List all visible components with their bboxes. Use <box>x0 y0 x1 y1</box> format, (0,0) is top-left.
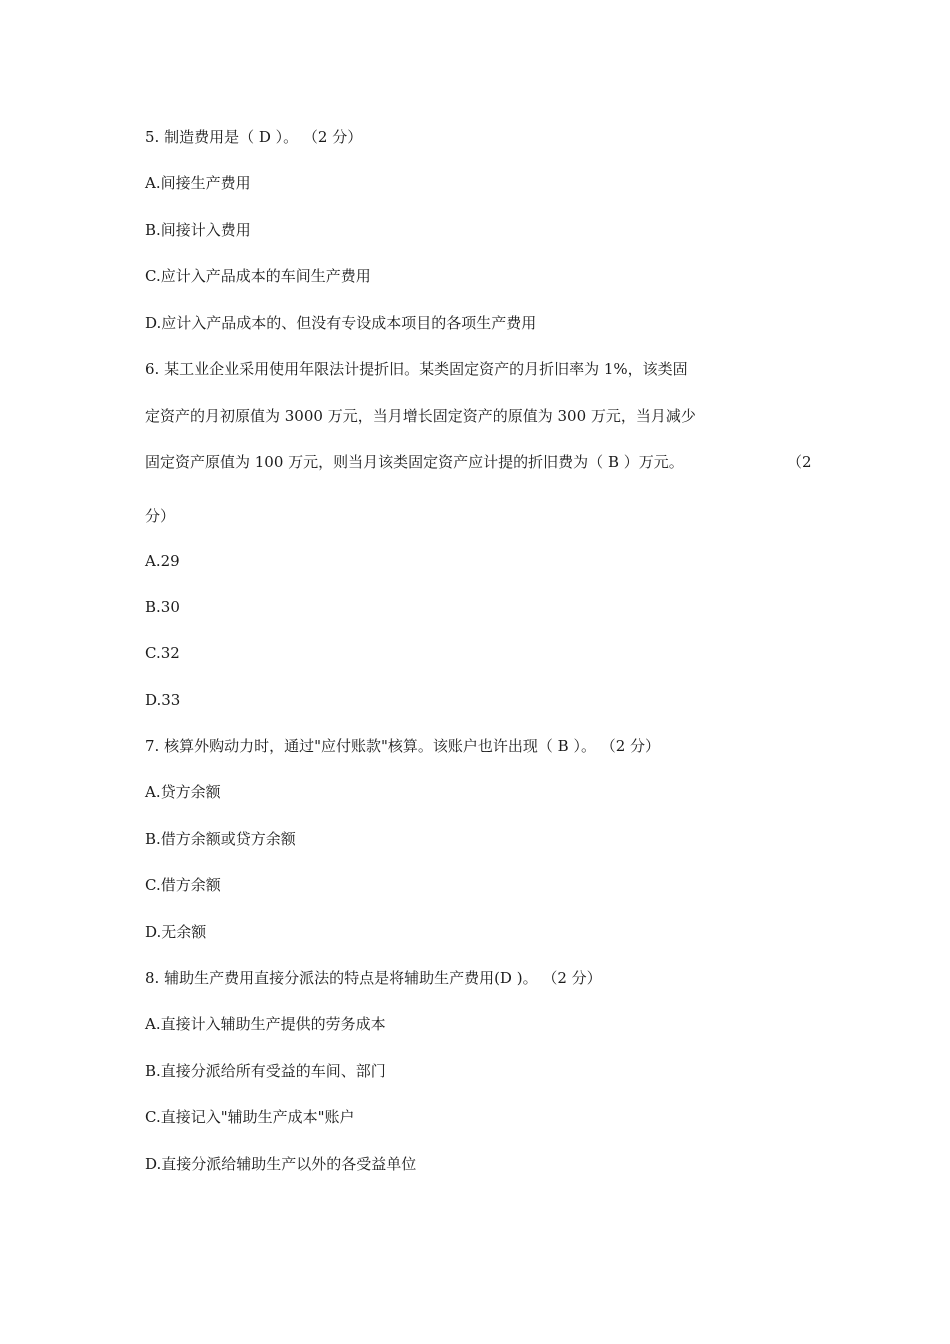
question-8-option-d: D.直接分派给辅助生产以外的各受益单位 <box>145 1155 417 1173</box>
question-6-option-b: B.30 <box>145 598 180 616</box>
question-7-option-c: C.借方余额 <box>145 876 221 894</box>
question-8-option-a: A.直接计入辅助生产提供的劳务成本 <box>145 1015 386 1033</box>
question-6-score-end: 分） <box>145 507 176 525</box>
question-8-option-c: C.直接记入"辅助生产成本"账户 <box>145 1108 355 1126</box>
question-5-option-a: A.间接生产费用 <box>145 174 251 192</box>
question-5-option-c: C.应计入产品成本的车间生产费用 <box>145 267 371 285</box>
question-7-option-b: B.借方余额或贷方余额 <box>145 830 296 848</box>
question-6-option-a: A.29 <box>145 552 180 570</box>
question-7-option-d: D.无余额 <box>145 923 207 941</box>
question-6-option-d: D.33 <box>145 691 181 709</box>
question-7-option-a: A.贷方余额 <box>145 783 221 801</box>
question-5-stem: 5. 制造费用是（ D ）。 （2 分） <box>145 128 363 146</box>
question-6-score-start: （2 <box>787 453 812 471</box>
question-6-stem-line-2: 定资产的月初原值为 3000 万元，当月增长固定资产的原值为 300 万元，当月减少 <box>145 407 696 425</box>
question-5-option-d: D.应计入产品成本的、但没有专设成本项目的各项生产费用 <box>145 314 537 332</box>
question-6-stem-line-1: 6. 某工业企业采用使用年限法计提折旧。某类固定资产的月折旧率为 1%，该类固 <box>145 360 688 378</box>
question-6-stem-line-3: 固定资产原值为 100 万元，则当月该类固定资产应计提的折旧费为（ B ）万元。 <box>145 453 684 471</box>
question-8-option-b: B.直接分派给所有受益的车间、部门 <box>145 1062 386 1080</box>
question-8-stem: 8. 辅助生产费用直接分派法的特点是将辅助生产费用(D )。 （2 分） <box>145 969 602 987</box>
question-6-option-c: C.32 <box>145 644 180 662</box>
question-7-stem: 7. 核算外购动力时，通过"应付账款"核算。该账户也许出现（ B ）。 （2 分） <box>145 737 661 755</box>
question-5-option-b: B.间接计入费用 <box>145 221 251 239</box>
